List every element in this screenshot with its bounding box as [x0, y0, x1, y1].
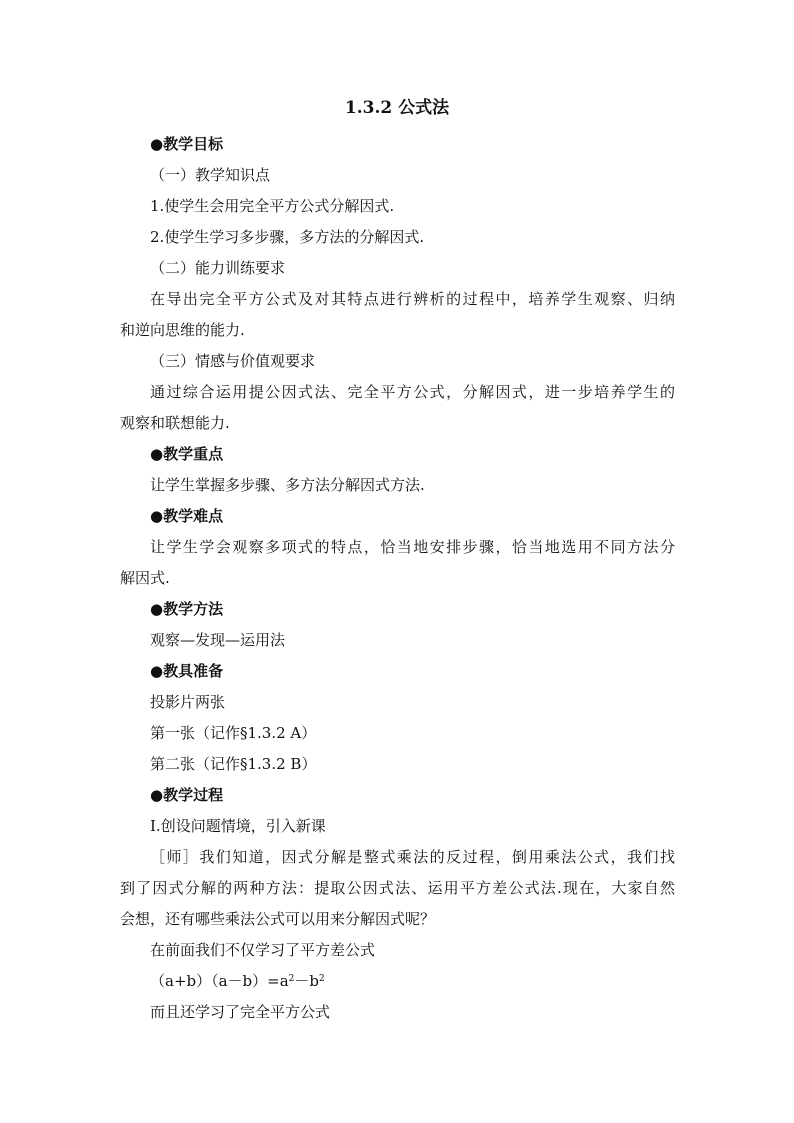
knowledge-heading: （一）教学知识点 [150, 166, 271, 184]
process-heading: ●教学过程 [150, 786, 224, 804]
difficulty-heading: ●教学难点 [150, 507, 224, 525]
process-paragraph-line-3: 会想，还有哪些乘法公式可以用来分解因式呢？ [120, 910, 436, 928]
tools-item-1: 投影片两张 [150, 693, 226, 711]
emotion-text-line-2: 观察和联想能力. [120, 414, 230, 432]
formula-exponent-1: 2 [288, 974, 295, 984]
formula-mid: －b [294, 972, 320, 990]
process-step-1: Ⅰ.创设问题情境，引入新课 [150, 817, 326, 835]
method-heading: ●教学方法 [150, 600, 224, 618]
method-text: 观察—发现—运用法 [150, 631, 286, 649]
knowledge-item-1: 1.使学生会用完全平方公式分解因式. [150, 197, 395, 215]
process-step-4: 而且还学习了完全平方公式 [150, 1003, 331, 1021]
formula-line [150, 971, 325, 991]
ability-heading: （二）能力训练要求 [150, 259, 286, 277]
page-title: 1.3.2 公式法 [344, 98, 450, 118]
difficulty-text-line-1: 让学生学会观察多项式的特点，恰当地安排步骤，恰当地选用不同方法分 [150, 538, 675, 556]
tools-heading: ●教具准备 [150, 662, 224, 680]
tools-item-2: 第一张（记作§1.3.2 A） [150, 724, 317, 742]
emotion-heading: （三）情感与价值观要求 [150, 352, 316, 370]
formula-main: （a+b）（a－b）=a [150, 972, 289, 990]
objectives-heading: ●教学目标 [150, 135, 224, 153]
process-paragraph-line-1: ［师］我们知道，因式分解是整式乘法的反过程，倒用乘法公式，我们找 [150, 848, 675, 866]
knowledge-item-2: 2.使学生学习多步骤，多方法的分解因式. [150, 228, 425, 246]
tools-item-3: 第二张（记作§1.3.2 B） [150, 755, 317, 773]
ability-text-line-2: 和逆向思维的能力. [120, 321, 245, 339]
difficulty-text-line-2: 解因式. [120, 569, 170, 587]
process-paragraph-line-2: 到了因式分解的两种方法：提取公因式法、运用平方差公式法.现在，大家自然 [120, 879, 675, 897]
process-step-3: 在前面我们不仅学习了平方差公式 [150, 941, 376, 959]
key-points-heading: ●教学重点 [150, 445, 224, 463]
ability-text-line-1: 在导出完全平方公式及对其特点进行辨析的过程中，培养学生观察、归纳 [150, 290, 675, 308]
emotion-text-line-1: 通过综合运用提公因式法、完全平方公式，分解因式，进一步培养学生的 [150, 383, 675, 401]
key-points-text: 让学生掌握多步骤、多方法分解因式方法. [150, 476, 425, 494]
formula-exponent-2: 2 [319, 974, 325, 984]
